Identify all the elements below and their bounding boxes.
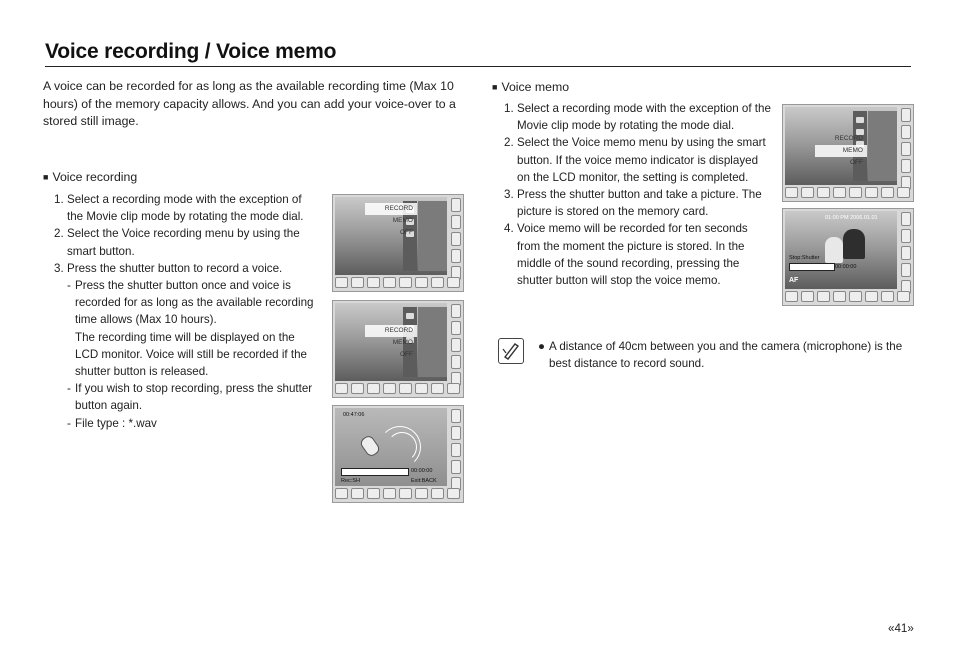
step-number: 1.	[504, 102, 514, 115]
sub-item	[67, 380, 320, 414]
lcd-screen	[335, 408, 447, 486]
side-buttons	[901, 212, 911, 297]
step-number: 3.	[504, 188, 514, 202]
voice-memo-steps	[504, 100, 772, 289]
datetime-label: 01:00 PM 2006.01.01	[825, 215, 878, 221]
rec-shutter-hint: Rec:SH	[341, 478, 360, 484]
camera-lcd-record-selected	[332, 300, 464, 398]
bottom-buttons	[785, 187, 910, 198]
note-body: A distance of 40cm between you and the camera (microphone) is the best distance to record sound.	[549, 340, 903, 371]
step-item	[504, 186, 772, 220]
stop-shutter-hint: Stop:Shutter	[789, 255, 820, 261]
lcd-screen	[335, 303, 447, 381]
sub-text: The recording time will be displayed on the LCD monitor. Voice will still be recorded if the shutter button is released.	[75, 330, 307, 379]
heading-label: Voice recording	[52, 170, 138, 184]
step-text: Voice memo will be recorded for ten seconds from the moment the picture is stored. In the middle of the sound recording, pressing the shutter button will stop the voice memo.	[517, 222, 748, 288]
note-pencil-icon	[498, 338, 524, 364]
step-item	[54, 260, 320, 277]
sound-wave-icon	[387, 432, 417, 462]
sub-text: If you wish to stop recording, press the shutter button again.	[75, 382, 313, 413]
camera-lcd-memo-recording	[782, 208, 914, 306]
lcd-screen	[335, 197, 447, 275]
bottom-buttons	[335, 488, 460, 499]
camera-lcd-memo-menu	[782, 104, 914, 202]
step-item	[504, 100, 772, 134]
voice-recording-steps	[54, 191, 320, 432]
step-text: Select a recording mode with the exception of the Movie clip mode by rotating the mode dial.	[67, 193, 304, 224]
step-number: 4.	[504, 222, 514, 236]
camera-lcd-record-menu	[332, 194, 464, 292]
exit-back-hint: Exit:BACK	[411, 478, 437, 484]
sub-dash: -	[67, 279, 71, 293]
bottom-buttons	[785, 291, 910, 302]
menu-item-off: OFF	[850, 159, 863, 166]
side-buttons	[451, 304, 461, 389]
menu-item-record: RECORD	[834, 135, 863, 142]
sub-text: Press the shutter button once and voice is recorded for as long as the available recording time allows (Max 10 hours).	[75, 279, 314, 327]
heading-bullet: ■	[43, 172, 49, 182]
step-number: 2.	[504, 136, 514, 150]
recording-time-label: 00:47:06	[343, 412, 365, 418]
heading-bullet: ■	[492, 82, 498, 92]
menu-item-record: RECORD	[365, 203, 417, 215]
sub-text: File type : *.wav	[75, 416, 157, 430]
menu-column-secondary	[418, 201, 447, 271]
recording-progress-bar	[341, 468, 409, 476]
menu-panel	[365, 203, 417, 263]
menu-item-memo: MEMO	[392, 339, 413, 346]
menu-column-secondary	[418, 307, 447, 377]
step-text: Press the shutter button and take a picture. The picture is stored on the memory card.	[517, 188, 762, 219]
sub-item	[67, 329, 320, 381]
menu-item-memo: MEMO	[815, 145, 867, 157]
menu-item-record: RECORD	[365, 325, 417, 337]
step-text: Select a recording mode with the exception of the Movie clip mode by rotating the mode dial.	[517, 102, 771, 133]
bottom-buttons	[335, 277, 460, 288]
sub-dash: -	[67, 416, 71, 430]
voice-memo-heading	[492, 80, 569, 94]
title-rule	[45, 66, 911, 67]
step-number: 2.	[54, 227, 64, 241]
person-figure	[843, 229, 865, 259]
voice-recording-heading	[43, 170, 137, 184]
sub-dash	[67, 329, 75, 381]
menu-item-off: OFF	[400, 229, 413, 236]
side-buttons	[901, 108, 911, 193]
af-indicator: AF	[789, 277, 799, 284]
intro-paragraph: A voice can be recorded for as long as the available recording time (Max 10 hours) of the memory capacity allows. And you can add your voice-over to a stored still image.	[43, 79, 456, 128]
camera-lcd-recording	[332, 405, 464, 503]
menu-panel	[815, 133, 867, 185]
step-number: 3.	[54, 261, 64, 275]
sub-list	[54, 277, 320, 432]
side-buttons	[451, 198, 461, 283]
menu-item-memo: MEMO	[392, 217, 413, 224]
recording-counter: 00:00:00	[411, 468, 433, 474]
step-item	[504, 220, 772, 289]
step-text: Press the shutter button to record a voice.	[67, 261, 283, 275]
sub-dash: -	[67, 382, 71, 396]
page-number: «41»	[888, 622, 914, 635]
note-bullet: ●	[538, 340, 546, 353]
sub-item	[67, 415, 320, 432]
lcd-screen	[785, 107, 897, 185]
step-text: Select the Voice recording menu by using the smart button.	[67, 227, 300, 258]
menu-panel	[365, 325, 417, 381]
step-number: 1.	[54, 193, 64, 206]
page-title: Voice recording / Voice memo	[45, 40, 337, 63]
note-text	[538, 338, 910, 372]
side-buttons	[451, 409, 461, 494]
bottom-buttons	[335, 383, 460, 394]
menu-item-off: OFF	[400, 351, 413, 358]
sub-item	[67, 277, 320, 329]
step-text: Select the Voice memo menu by using the smart button. If the voice memo indicator is displayed on the LCD monitor, the setting is completed.	[517, 136, 766, 184]
memo-counter: 00:00:00	[835, 264, 857, 270]
microphone-icon	[359, 434, 382, 458]
heading-label: Voice memo	[501, 80, 570, 94]
step-item	[54, 191, 320, 225]
lcd-screen	[785, 211, 897, 289]
menu-column-secondary	[868, 111, 897, 181]
step-item	[504, 134, 772, 186]
step-item	[54, 225, 320, 259]
person-figure	[825, 237, 843, 263]
memo-progress-bar	[789, 263, 835, 271]
